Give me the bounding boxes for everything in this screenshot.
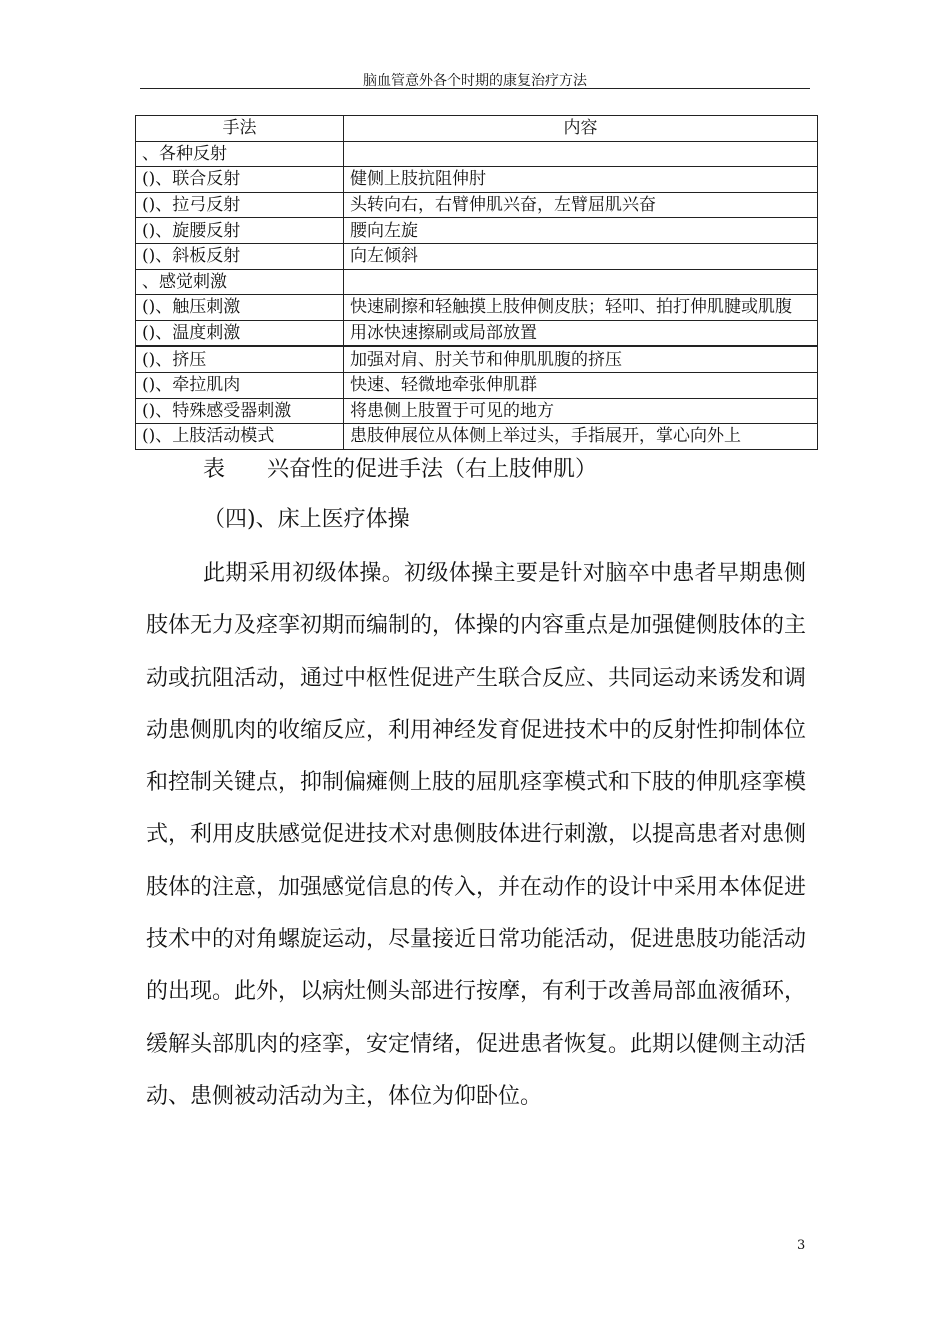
method-cell: ()、联合反射 <box>136 167 344 193</box>
table-caption: 表 兴奋性的促进手法（右上肢伸肌） <box>203 457 597 482</box>
method-cell: ()、牵拉肌肉 <box>136 372 344 398</box>
table-row <box>136 398 818 424</box>
table-row <box>136 424 818 450</box>
method-cell: ()、上肢活动模式 <box>136 424 344 450</box>
table-row <box>136 141 818 167</box>
method-cell: ()、特殊感受器刺激 <box>136 398 344 424</box>
content-cell <box>344 269 818 295</box>
section-title: （四)、床上医疗体操 <box>203 507 410 532</box>
method-cell: 、各种反射 <box>136 141 344 167</box>
body-text <box>146 548 806 1123</box>
table-row <box>136 372 818 398</box>
header-rule <box>140 88 810 89</box>
column-header-content: 内容 <box>344 116 818 142</box>
content-cell: 健侧上肢抗阻伸肘 <box>344 167 818 193</box>
table-row <box>136 269 818 295</box>
content-cell: 用冰快速擦刷或局部放置 <box>344 320 818 346</box>
table-header-row <box>136 116 818 142</box>
content-cell: 快速刷擦和轻触摸上肢伸侧皮肤；轻叩、拍打伸肌腱或肌腹 <box>344 295 818 321</box>
page-number: 3 <box>797 1238 806 1253</box>
method-cell: ()、挤压 <box>136 346 344 372</box>
facilitation-table <box>135 115 818 450</box>
method-cell: ()、拉弓反射 <box>136 192 344 218</box>
table-row <box>136 320 818 346</box>
method-cell: 、感觉刺激 <box>136 269 344 295</box>
table-row <box>136 243 818 269</box>
content-cell <box>344 141 818 167</box>
content-cell: 患肢伸展位从体侧上举过头，手指展开，掌心向外上 <box>344 424 818 450</box>
paragraph: 此期采用初级体操。初级体操主要是针对脑卒中患者早期患侧肢体无力及痉挛初期而编制的，体操的内容重点是加强健侧肢体的主动或抗阻活动，通过中枢性促进产生联合反应、共同运动来诱发和调动患侧肌肉的收缩反应，利用神经发育促进技术中的反射性抑制体位和控制关键点，抑制偏瘫侧上肢的屈肌痉挛模式和下肢的伸肌痉挛模式，利用皮肤感觉促进技术对患侧肢体进行刺激，以提高患者对患侧肢体的注意，加强感觉信息的传入，并在动作的设计中采用本体促进技术中的对角螺旋运动，尽量接近日常功能活动，促进患肢功能活动的出现。此外，以病灶侧头部进行按摩，有利于改善局部血液循环，缓解头部肌肉的痉挛，安定情绪，促进患者恢复。此期以健侧主动活动、患侧被动活动为主，体位为仰卧位。 <box>146 561 807 1109</box>
content-cell: 将患侧上肢置于可见的地方 <box>344 398 818 424</box>
column-header-method: 手法 <box>136 116 344 142</box>
running-header: 脑血管意外各个时期的康复治疗方法 <box>363 73 587 89</box>
content-cell: 加强对肩、肘关节和伸肌肌腹的挤压 <box>344 346 818 372</box>
table-row <box>136 192 818 218</box>
method-cell: ()、温度刺激 <box>136 320 344 346</box>
table-row <box>136 218 818 244</box>
content-cell: 向左倾斜 <box>344 243 818 269</box>
table-row <box>136 167 818 193</box>
method-cell: ()、触压刺激 <box>136 295 344 321</box>
content-cell: 快速、轻微地牵张伸肌群 <box>344 372 818 398</box>
table-row <box>136 346 818 372</box>
table-row <box>136 295 818 321</box>
content-cell: 头转向右，右臂伸肌兴奋，左臂屈肌兴奋 <box>344 192 818 218</box>
method-cell: ()、斜板反射 <box>136 243 344 269</box>
content-cell: 腰向左旋 <box>344 218 818 244</box>
method-cell: ()、旋腰反射 <box>136 218 344 244</box>
